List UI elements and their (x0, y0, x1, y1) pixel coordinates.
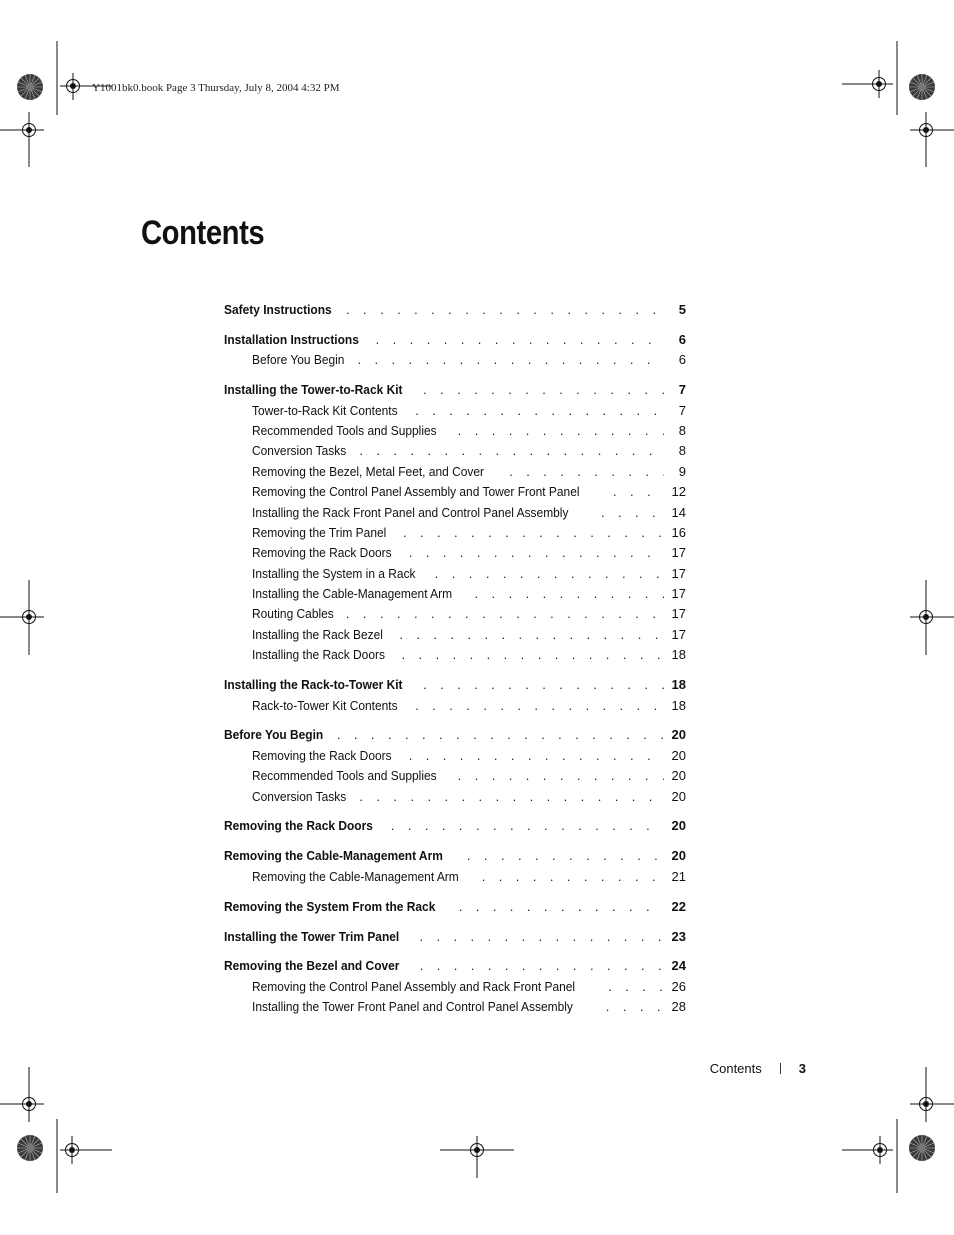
toc-entry-label: Removing the Bezel, Metal Feet, and Cover (252, 464, 487, 479)
toc-entry-subsection[interactable] (224, 423, 686, 443)
toc-entry-label: Installing the Cable-Management Arm (252, 586, 455, 601)
toc-entry-subsection[interactable] (224, 789, 686, 809)
toc-entry-page: 7 (678, 382, 686, 398)
toc-entry-label: Installing the Tower Trim Panel (224, 929, 402, 944)
toc-entry-page: 12 (671, 484, 686, 500)
toc-entry-page: 8 (678, 443, 686, 459)
toc-entry-page: 20 (671, 768, 686, 784)
toc-entry-label: Recommended Tools and Supplies (252, 423, 439, 438)
dot-leader (608, 979, 664, 994)
dot-leader (467, 848, 664, 863)
toc-entry-subsection[interactable] (224, 979, 686, 999)
toc-entry-page: 17 (671, 565, 686, 581)
toc-entry-page: 7 (678, 402, 686, 418)
dot-leader (613, 484, 664, 499)
toc-entry-label: Removing the Rack Doors (252, 748, 394, 763)
toc-entry-page: 5 (678, 302, 686, 317)
toc-entry-section[interactable] (224, 958, 686, 978)
dot-leader (359, 443, 664, 458)
toc-entry-subsection[interactable] (224, 586, 686, 606)
toc-entry-page: 8 (678, 422, 686, 438)
toc-entry-page: 28 (671, 999, 686, 1015)
toc-entry-page: 20 (671, 727, 686, 743)
toc-entry-label: Installing the Rack Bezel (252, 627, 386, 642)
toc-entry-label: Removing the Trim Panel (252, 525, 389, 540)
toc-entry-section[interactable] (224, 382, 686, 402)
toc-entry-label: Routing Cables (252, 606, 337, 621)
dot-leader (346, 302, 664, 317)
toc-entry-page: 21 (671, 868, 686, 884)
toc-entry-section[interactable] (224, 302, 686, 322)
toc-entry-page: 20 (671, 818, 686, 834)
toc-entry-subsection[interactable] (224, 698, 686, 718)
toc-entry-page: 6 (678, 352, 686, 368)
toc-entry-label: Removing the Cable-Management Arm (252, 869, 462, 884)
toc-entry-page: 17 (671, 586, 686, 602)
toc-entry-label: Removing the Cable-Management Arm (224, 848, 446, 863)
toc-entry-label: Installing the Rack Doors (252, 647, 388, 662)
toc-entry-label: Conversion Tasks (252, 789, 349, 804)
dot-leader (346, 606, 664, 621)
toc-entry-subsection[interactable] (224, 403, 686, 423)
toc-entry-page: 16 (671, 524, 686, 540)
toc-entry-subsection[interactable] (224, 464, 686, 484)
toc-entry-label: Conversion Tasks (252, 443, 349, 458)
dot-leader (420, 958, 664, 973)
toc-entry-subsection[interactable] (224, 627, 686, 647)
toc-entry-label: Removing the System From the Rack (224, 899, 438, 914)
toc-entry-label: Installing the Tower-to-Rack Kit (224, 382, 405, 397)
toc-entry-page: 17 (671, 606, 686, 622)
toc-entry-label: Removing the Control Panel Assembly and Tower Front Panel (252, 484, 582, 499)
dot-leader (423, 382, 664, 397)
dot-leader (403, 525, 664, 540)
star-target-icon (17, 74, 43, 100)
table-of-contents (224, 302, 686, 1020)
dot-leader (458, 423, 664, 438)
dot-leader (337, 727, 664, 742)
toc-entry-page: 20 (671, 747, 686, 763)
toc-entry-page: 20 (671, 788, 686, 804)
toc-entry-label: Removing the Control Panel Assembly and Rack Front Panel (252, 979, 578, 994)
toc-entry-subsection[interactable] (224, 606, 686, 626)
toc-entry-subsection[interactable] (224, 999, 686, 1019)
print-slug: Y1001bk0.book Page 3 Thursday, July 8, 2004 4:32 PM (92, 82, 340, 94)
dot-leader (391, 818, 664, 833)
dot-leader (357, 352, 664, 367)
toc-entry-subsection[interactable] (224, 352, 686, 372)
toc-entry-label: Removing the Rack Doors (224, 818, 376, 833)
toc-entry-subsection[interactable] (224, 443, 686, 463)
toc-entry-subsection[interactable] (224, 505, 686, 525)
toc-entry-page: 18 (671, 647, 686, 663)
toc-entry-section[interactable] (224, 929, 686, 949)
toc-entry-page: 6 (678, 331, 686, 347)
dot-leader (402, 647, 664, 662)
toc-entry-label: Safety Instructions (224, 302, 334, 317)
toc-entry-label: Removing the Bezel and Cover (224, 958, 402, 973)
dot-leader (435, 566, 664, 581)
toc-entry-subsection[interactable] (224, 484, 686, 504)
toc-entry-section[interactable] (224, 899, 686, 919)
toc-entry-label: Before You Begin (252, 352, 347, 367)
toc-entry-label: Tower-to-Rack Kit Contents (252, 403, 400, 418)
toc-entry-page: 23 (671, 928, 686, 944)
footer-separator (780, 1063, 781, 1074)
dot-leader (399, 627, 664, 642)
page-footer (600, 1061, 806, 1076)
toc-entry-section[interactable] (224, 848, 686, 868)
star-target-icon (909, 74, 935, 100)
toc-entry-page: 9 (678, 463, 686, 479)
dot-leader (458, 768, 664, 783)
dot-leader (459, 899, 664, 914)
toc-entry-section[interactable] (224, 727, 686, 747)
toc-entry-label: Rack-to-Tower Kit Contents (252, 698, 400, 713)
dot-leader (509, 464, 664, 479)
toc-entry-page: 20 (671, 848, 686, 864)
toc-entry-section[interactable] (224, 818, 686, 838)
toc-entry-subsection[interactable] (224, 545, 686, 565)
toc-entry-section[interactable] (224, 677, 686, 697)
toc-entry-section[interactable] (224, 332, 686, 352)
toc-entry-label: Before You Begin (224, 727, 326, 742)
dot-leader (423, 677, 664, 692)
toc-entry-subsection[interactable] (224, 647, 686, 667)
toc-entry-page: 24 (671, 958, 686, 974)
dot-leader (419, 929, 664, 944)
toc-entry-subsection[interactable] (224, 768, 686, 788)
star-target-icon (17, 1135, 43, 1161)
dot-leader (606, 999, 664, 1014)
toc-entry-label: Installation Instructions (224, 332, 362, 347)
toc-entry-page: 18 (671, 697, 686, 713)
toc-entry-label: Removing the Rack Doors (252, 545, 394, 560)
toc-entry-label: Installing the Rack-to-Tower Kit (224, 677, 405, 692)
dot-leader (601, 505, 664, 520)
dot-leader (482, 869, 664, 884)
toc-entry-subsection[interactable] (224, 748, 686, 768)
toc-entry-label: Installing the Tower Front Panel and Control Panel Assembly (252, 999, 576, 1014)
toc-entry-label: Installing the Rack Front Panel and Control Panel Assembly (252, 505, 571, 520)
toc-entry-page: 18 (671, 677, 686, 693)
dot-leader (409, 545, 664, 560)
toc-entry-page: 22 (671, 898, 686, 914)
dot-leader (409, 748, 664, 763)
dot-leader (415, 698, 664, 713)
toc-entry-page: 14 (671, 504, 686, 520)
toc-entry-label: Installing the System in a Rack (252, 566, 418, 581)
toc-entry-subsection[interactable] (224, 869, 686, 889)
dot-leader (475, 586, 664, 601)
toc-entry-page: 17 (671, 545, 686, 561)
page-title: Contents (141, 214, 265, 252)
star-target-icon (909, 1135, 935, 1161)
toc-entry-subsection[interactable] (224, 525, 686, 545)
toc-entry-label: Recommended Tools and Supplies (252, 768, 439, 783)
toc-entry-page: 17 (671, 626, 686, 642)
footer-section-label: Contents (709, 1061, 762, 1076)
dot-leader (376, 332, 664, 347)
toc-entry-page: 26 (671, 978, 686, 994)
dot-leader (359, 789, 664, 804)
toc-entry-subsection[interactable] (224, 566, 686, 586)
dot-leader (415, 403, 664, 418)
page-number: 3 (798, 1061, 806, 1076)
